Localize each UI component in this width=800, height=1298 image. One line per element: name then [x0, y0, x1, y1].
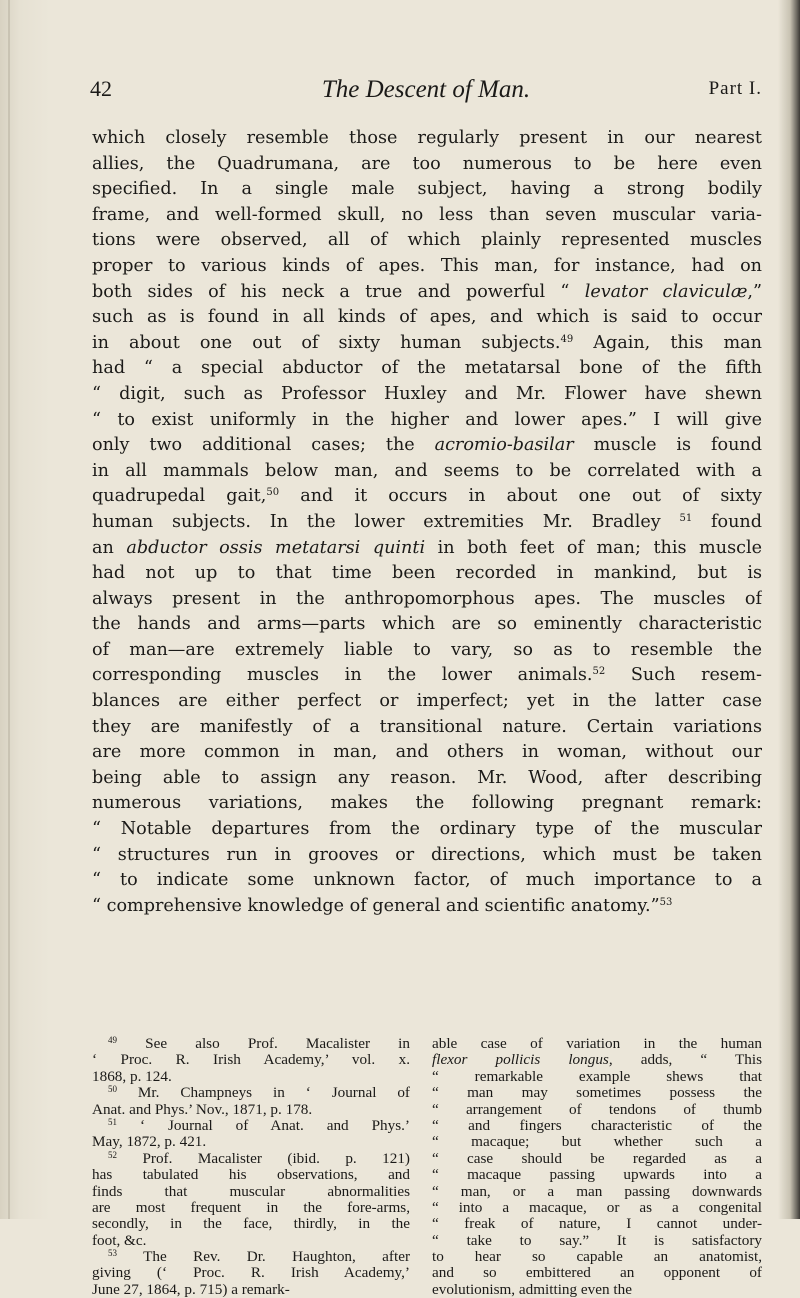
- footnote-line: $^{53}$ The Rev. Dr. Haughton, after: [108, 1249, 410, 1266]
- body-line: “ comprehensive knowledge of general and scientific anatomy.”$^{53}$: [92, 895, 673, 916]
- body-line: “ structures run in grooves or directions, which must be taken: [92, 844, 762, 865]
- body-line: proper to various kinds of apes. This man, for instance, had on: [92, 255, 762, 276]
- footnote-line: able case of variation in the human: [432, 1036, 762, 1052]
- footnote-line: Anat. and Phys.’ Nov., 1871, p. 178.: [92, 1101, 313, 1118]
- binding-shadow: [8, 0, 10, 1219]
- body-line: had “ a special abductor of the metatarsal bone of the fifth: [92, 358, 762, 379]
- body-line: “ to exist uniformly in the higher and lower apes.” I will give: [92, 409, 762, 430]
- body-line: they are manifestly of a transitional nature. Certain variations: [92, 716, 762, 737]
- body-line: quadrupedal gait,$^{50}$ and it occurs in about one out of sixty: [92, 486, 762, 507]
- body-line: being able to assign any reason. Mr. Wood, after describing: [92, 767, 762, 788]
- footnote-line: “ and fingers characteristic of the: [432, 1117, 762, 1134]
- body-line: such as is found in all kinds of apes, and which is said to occur: [92, 307, 762, 328]
- footnote-line: flexor pollicis longus, adds, “ This: [432, 1052, 762, 1069]
- body-line: “ to indicate some unknown factor, of much importance to a: [92, 870, 762, 891]
- body-line: allies, the Quadrumana, are too numerous to be here even: [92, 153, 762, 174]
- body-line: “ digit, such as Professor Huxley and Mr. Flower have shewn: [92, 383, 762, 404]
- footnote-line: “ into a macaque, or as a congenital: [432, 1199, 762, 1216]
- footnote-line: evolutionism, admitting even the: [432, 1281, 632, 1298]
- body-line: the hands and arms—parts which are so eminently characteristic: [92, 614, 762, 635]
- footnotes: [92, 1036, 762, 1298]
- footnote-line: finds that muscular abnormalities: [92, 1183, 410, 1200]
- footnote-line: “ man may sometimes possess the: [432, 1085, 762, 1102]
- page-number: 42: [90, 76, 112, 101]
- body-line: are more common in man, and others in woman, without our: [92, 742, 762, 763]
- part-label: Part I.: [708, 78, 762, 99]
- footnote-line: $^{52}$ Prof. Macalister (ibid. p. 121): [108, 1150, 410, 1167]
- footnote-line: “ case should be regarded as a: [432, 1150, 762, 1167]
- footnote-line: “ macaque passing upwards into a: [432, 1167, 762, 1184]
- footnote-line: foot, &c.: [92, 1232, 147, 1249]
- body-line: specified. In a single male subject, having a strong bodily: [92, 179, 762, 200]
- body-line: human subjects. In the lower extremities Mr. Bradley $^{51}$ found: [92, 511, 762, 532]
- footnote-line: giving (‘ Proc. R. Irish Academy,’: [92, 1265, 410, 1282]
- body-line: blances are either perfect or imperfect; yet in the latter case: [92, 691, 762, 712]
- body-line: in all mammals below man, and seems to be correlated with a: [92, 460, 762, 481]
- footnote-line: and so embittered an opponent of: [432, 1265, 762, 1282]
- scan-right-edge: [778, 0, 800, 1219]
- footnote-line: secondly, in the face, thirdly, in the: [92, 1216, 410, 1233]
- body-line: both sides of his neck a true and powerful “ levator claviculæ,”: [92, 281, 762, 302]
- footnote-line: “ take to say.” It is satisfactory: [432, 1232, 762, 1249]
- body-line: always present in the anthropomorphous apes. The muscles of: [92, 588, 762, 609]
- body-line: in about one out of sixty human subjects.$^{49}$ Again, this man: [92, 332, 762, 353]
- body-line: an abductor ossis metatarsi quinti in both feet of man; this muscle: [92, 537, 762, 558]
- footnote-line: May, 1872, p. 421.: [92, 1134, 207, 1151]
- footnote-line: ‘ Proc. R. Irish Academy,’ vol. x.: [92, 1052, 410, 1069]
- body-line: which closely resemble those regularly present in our nearest: [92, 128, 762, 148]
- body-line: tions were observed, all of which plainly represented muscles: [92, 230, 762, 251]
- footnote-line: “ man, or a man passing downwards: [432, 1183, 762, 1200]
- footnote-line: are most frequent in the fore-arms,: [92, 1199, 410, 1216]
- page-header: [90, 76, 762, 106]
- footnote-line: “ freak of nature, I cannot under-: [432, 1216, 762, 1233]
- body-line: frame, and well-formed skull, no less than seven muscular varia-: [92, 204, 762, 225]
- footnote-line: 1868, p. 124.: [92, 1068, 172, 1085]
- running-title: The Descent of Man.: [321, 76, 531, 103]
- footnote-line: “ arrangement of tendons of thumb: [432, 1101, 762, 1118]
- footnotes-left-column: [92, 1036, 410, 1298]
- body-line: numerous variations, makes the following pregnant remark:: [92, 793, 762, 814]
- body-line: had not up to that time been recorded in mankind, but is: [92, 563, 762, 584]
- footnote-line: “ macaque; but whether such a: [432, 1134, 762, 1151]
- footnote-line: $^{50}$ Mr. Champneys in ‘ Journal of: [108, 1085, 410, 1102]
- scan-left-margin: [0, 0, 50, 1219]
- footnotes-right-column: [432, 1036, 762, 1298]
- footnote-line: $^{49}$ See also Prof. Macalister in: [108, 1036, 410, 1052]
- body-line: only two additional cases; the acromio-basilar muscle is found: [92, 435, 762, 456]
- body-paragraph: [92, 126, 762, 919]
- footnote-line: June 27, 1864, p. 715) a remark-: [92, 1281, 290, 1298]
- body-line: “ Notable departures from the ordinary type of the muscular: [92, 819, 762, 840]
- footnote-line: “ remarkable example shews that: [432, 1068, 762, 1085]
- footnote-line: to hear so capable an anatomist,: [432, 1249, 762, 1266]
- body-line: of man—are extremely liable to vary, so as to resemble the: [92, 639, 762, 660]
- footnote-line: has tabulated his observations, and: [92, 1167, 410, 1184]
- footnote-line: $^{51}$ ‘ Journal of Anat. and Phys.’: [108, 1117, 410, 1134]
- body-line: corresponding muscles in the lower animals.$^{52}$ Such resem-: [92, 665, 762, 686]
